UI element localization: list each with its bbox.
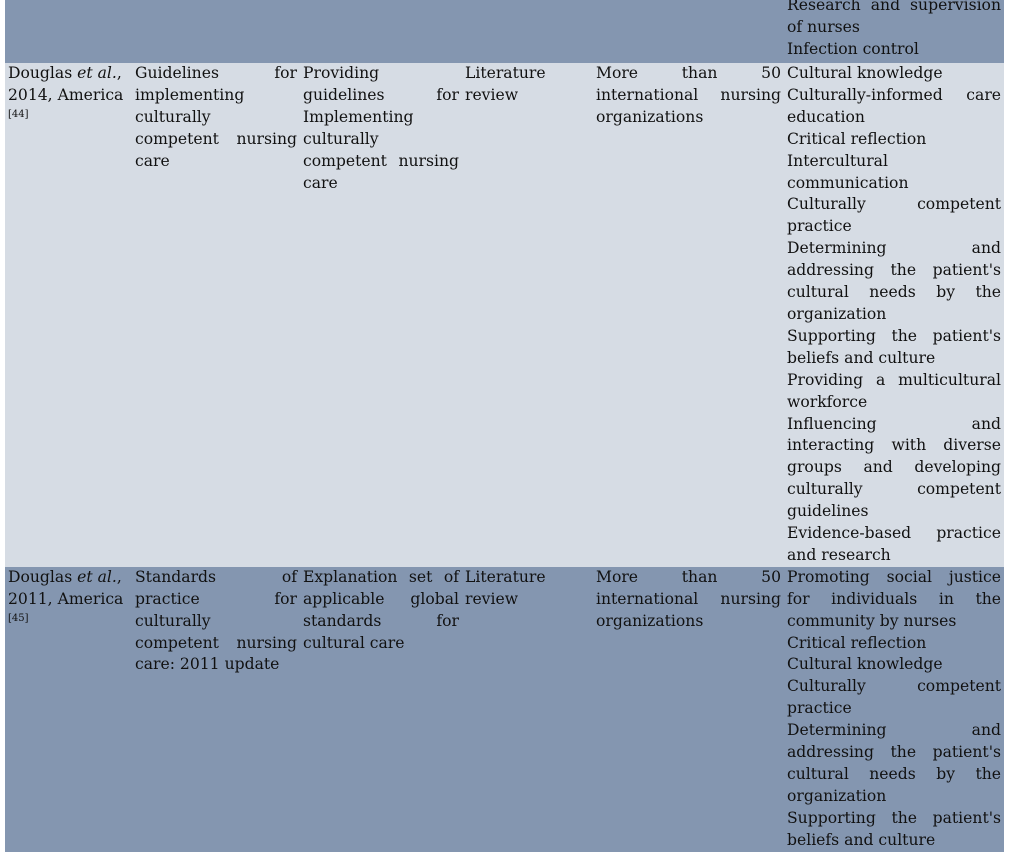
table-row bbox=[5, 0, 1004, 63]
finding-item: Evidence-based practice and research bbox=[787, 524, 1001, 564]
title-cell bbox=[132, 0, 300, 63]
sample-cell: More than 50 international nursing organizations bbox=[593, 63, 784, 567]
finding-item: Culturally-informed care education bbox=[787, 85, 1001, 126]
finding-item: Culturally competent practice bbox=[787, 195, 1001, 236]
finding-item: Determining and addressing the patient's cultural needs by the organization bbox=[787, 721, 1001, 805]
author-cell bbox=[5, 63, 132, 567]
finding-item: Cultural knowledge bbox=[787, 655, 943, 674]
reference-number: [44] bbox=[8, 108, 29, 120]
sample-cell bbox=[593, 0, 784, 63]
reference-number: [45] bbox=[8, 612, 29, 624]
finding-item: Supporting the patient's beliefs and culture bbox=[787, 326, 1001, 367]
finding-item: Infection control bbox=[787, 39, 919, 58]
finding-item: Cultural knowledge bbox=[787, 64, 943, 82]
method-cell: Literature review bbox=[462, 567, 593, 852]
method-cell bbox=[462, 0, 593, 63]
author-name: Douglas bbox=[8, 64, 78, 82]
year-country: , 2011, America bbox=[8, 567, 124, 608]
year-country: , 2014, America bbox=[8, 64, 124, 104]
finding-item: Critical reflection bbox=[787, 129, 927, 148]
aim-cell: Explanation set of applicable global standards for cultural care bbox=[300, 567, 462, 852]
findings-cell bbox=[784, 567, 1004, 852]
finding-item: Intercultural communication bbox=[787, 151, 909, 192]
findings-cell bbox=[784, 63, 1004, 567]
author-etal: et al. bbox=[77, 567, 117, 586]
table-row bbox=[5, 63, 1004, 567]
author-cell bbox=[5, 567, 132, 852]
finding-item: Culturally competent practice bbox=[787, 677, 1001, 718]
title-cell: Standards of practice for culturally competent nursing care: 2011 update bbox=[132, 567, 300, 852]
method-cell: Literature review bbox=[462, 63, 593, 567]
table-row bbox=[5, 567, 1004, 852]
author-etal: et al. bbox=[77, 64, 117, 82]
sample-cell: More than 50 international nursing organizations bbox=[593, 567, 784, 852]
title-cell: Guidelines for implementing culturally competent nursing care bbox=[132, 63, 300, 567]
finding-item: Supporting the patient's beliefs and culture bbox=[787, 808, 1001, 849]
finding-item: Research and supervision of nurses bbox=[787, 0, 1001, 36]
finding-item: Influencing and interacting with diverse groups and developing culturally competent guidelines bbox=[787, 414, 1001, 521]
aim-cell bbox=[300, 0, 462, 63]
literature-table bbox=[5, 0, 1004, 852]
finding-item: Determining and addressing the patient's cultural needs by the organization bbox=[787, 239, 1001, 323]
findings-cell bbox=[784, 0, 1004, 63]
finding-item: Promoting social justice for individuals in the community by nurses bbox=[787, 567, 1001, 630]
finding-item: Providing a multicultural workforce bbox=[787, 370, 1001, 411]
author-name: Douglas bbox=[8, 567, 78, 586]
aim-cell: Providing guidelines for Implementing culturally competent nursing care bbox=[300, 63, 462, 567]
finding-item: Critical reflection bbox=[787, 633, 927, 652]
author-cell bbox=[5, 0, 132, 63]
